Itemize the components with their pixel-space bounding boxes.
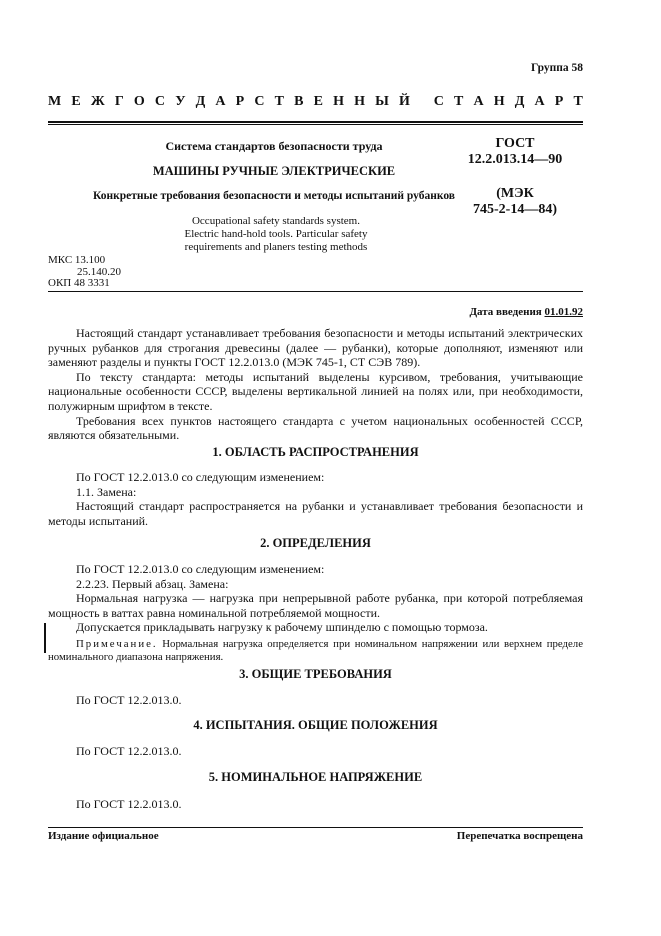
- text-line: По ГОСТ 12.2.013.0.: [76, 744, 182, 758]
- banner-letter: Р: [235, 94, 245, 109]
- footer-official-edition: Издание официальное: [48, 830, 159, 842]
- intro-paragraph: Требования всех пунктов настоящего стандарта с учетом национальных особенностей СССР, являются обязательными.: [48, 413, 583, 443]
- banner-space: [420, 94, 424, 110]
- note-text: Нормальная нагрузка определяется при номинальном напряжении или верхнем пределе номинального диапазона напряжения.: [48, 637, 583, 663]
- banner-letter: С: [254, 94, 265, 109]
- margin-vertical-line: [44, 623, 46, 653]
- section-4-body: [48, 744, 583, 759]
- separator-rule: [48, 291, 583, 292]
- section-heading: 2. ОПРЕДЕЛЕНИЯ: [260, 536, 371, 550]
- date-label: Дата введения: [469, 306, 542, 318]
- main-title: МАШИНЫ РУЧНЫЕ ЭЛЕКТРИЧЕСКИЕ: [152, 164, 396, 178]
- section-heading: 1. ОБЛАСТЬ РАСПРОСТРАНЕНИЯ: [212, 445, 419, 459]
- banner-letter: Ы: [375, 94, 389, 109]
- text-line: По ГОСТ 12.2.013.0.: [76, 693, 182, 707]
- effective-date: [469, 306, 583, 318]
- banner-letter: Е: [71, 94, 81, 109]
- note-label: Примечание.: [76, 637, 158, 650]
- banner-letter: В: [294, 94, 304, 109]
- header-rule-thick: [48, 121, 583, 123]
- section-2-body: [48, 562, 583, 664]
- classification-codes: [48, 255, 121, 290]
- section-heading: 4. ИСПЫТАНИЯ. ОБЩИЕ ПОЛОЖЕНИЯ: [193, 718, 438, 732]
- banner-letter: М: [48, 94, 62, 109]
- english-title: [140, 215, 412, 254]
- banner-letter: Д: [514, 94, 525, 109]
- interstate-standard-banner: [48, 94, 583, 110]
- text-line: 1.1. Замена:: [76, 484, 137, 499]
- okp-code: ОКП 48 3331: [48, 277, 110, 289]
- banner-letter: Й: [399, 94, 410, 109]
- text-line: По ГОСТ 12.2.013.0.: [76, 797, 182, 811]
- text-line: Настоящий стандарт распространяется на рубанки и устанавливает требования безопасности и методы испытаний.: [48, 499, 583, 528]
- iec-line-1: (МЭК: [496, 186, 534, 201]
- sub-title: Конкретные требования безопасности и методы испытаний рубанков: [92, 190, 456, 202]
- gost-number: 12.2.013.14—90: [467, 152, 563, 167]
- intro-block: [48, 326, 583, 443]
- banner-letter: Д: [195, 94, 206, 109]
- banner-letter: Е: [313, 94, 323, 109]
- intro-paragraph: Настоящий стандарт устанавливает требования безопасности и методы испытаний электрических ручных рубанков для строгания древесины (далее — рубанки), которые дополняют, изменяют или заменяют разделы и пункты ГОСТ 12.2.013.0 (МЭК 745-1, СТ СЭВ 789).: [48, 326, 583, 370]
- banner-letter: Т: [453, 94, 464, 109]
- mks-code-2: 25.140.20: [77, 265, 121, 278]
- text-line: Нормальная нагрузка — нагрузка при непрерывной работе рубанка, при которой потребляемая мощность в ваттах равна номинальной потребляемой мощности.: [48, 591, 583, 620]
- english-title-line: requirements and planers testing methods: [184, 241, 368, 253]
- english-title-line: Occupational safety standards system.: [191, 215, 360, 227]
- footer-rule: [48, 827, 583, 828]
- section-heading: 5. НОМИНАЛЬНОЕ НАПРЯЖЕНИЕ: [208, 770, 423, 784]
- text-line: По ГОСТ 12.2.013.0 со следующим изменением:: [76, 562, 325, 576]
- banner-letter: Н: [333, 94, 344, 109]
- banner-letter: С: [433, 94, 444, 109]
- section-heading: 3. ОБЩИЕ ТРЕБОВАНИЯ: [239, 667, 392, 681]
- banner-letter: О: [133, 94, 145, 109]
- gost-designation: [450, 136, 580, 218]
- text-line: 2.2.23. Первый абзац. Замена:: [76, 576, 229, 591]
- banner-letter: Ж: [90, 94, 105, 109]
- banner-letter: Т: [573, 94, 583, 109]
- footer-reprint-prohibited: Перепечатка воспрещена: [456, 830, 583, 842]
- banner-letter: А: [534, 94, 545, 109]
- iec-line-2: 745-2-14—84): [473, 202, 557, 217]
- text-line: Допускается прикладывать нагрузку к рабочему шпинделю с помощью тормоза.: [76, 620, 488, 635]
- text-line: По ГОСТ 12.2.013.0 со следующим изменением:: [76, 470, 325, 484]
- mks-code-1: МКС 13.100: [48, 254, 106, 266]
- banner-letter: У: [175, 94, 186, 109]
- banner-letter: Н: [354, 94, 365, 109]
- banner-letter: А: [215, 94, 226, 109]
- header-rule-thin: [48, 124, 583, 125]
- section-5-body: [48, 797, 583, 812]
- banner-letter: Т: [274, 94, 284, 109]
- english-title-line: Electric hand-hold tools. Particular safety: [184, 228, 368, 240]
- section-3-body: [48, 693, 583, 708]
- banner-letter: Р: [554, 94, 564, 109]
- group-label: Группа 58: [531, 62, 583, 74]
- gost-label: ГОСТ: [495, 136, 535, 151]
- banner-letter: С: [154, 94, 166, 109]
- section-1-body: [48, 470, 583, 528]
- banner-letter: А: [473, 94, 484, 109]
- banner-letter: Н: [493, 94, 505, 109]
- intro-paragraph: По тексту стандарта: методы испытаний выделены курсивом, требования, учитывающие национальные особенности СССР, выделены вертикальной линией на полях или, при необходимости, полужирным шрифтом в тексте.: [48, 369, 583, 413]
- note-paragraph: [48, 638, 583, 664]
- system-title: Система стандартов безопасности труда: [165, 139, 383, 153]
- date-value: 01.01.92: [544, 306, 583, 318]
- banner-letter: Г: [114, 94, 124, 109]
